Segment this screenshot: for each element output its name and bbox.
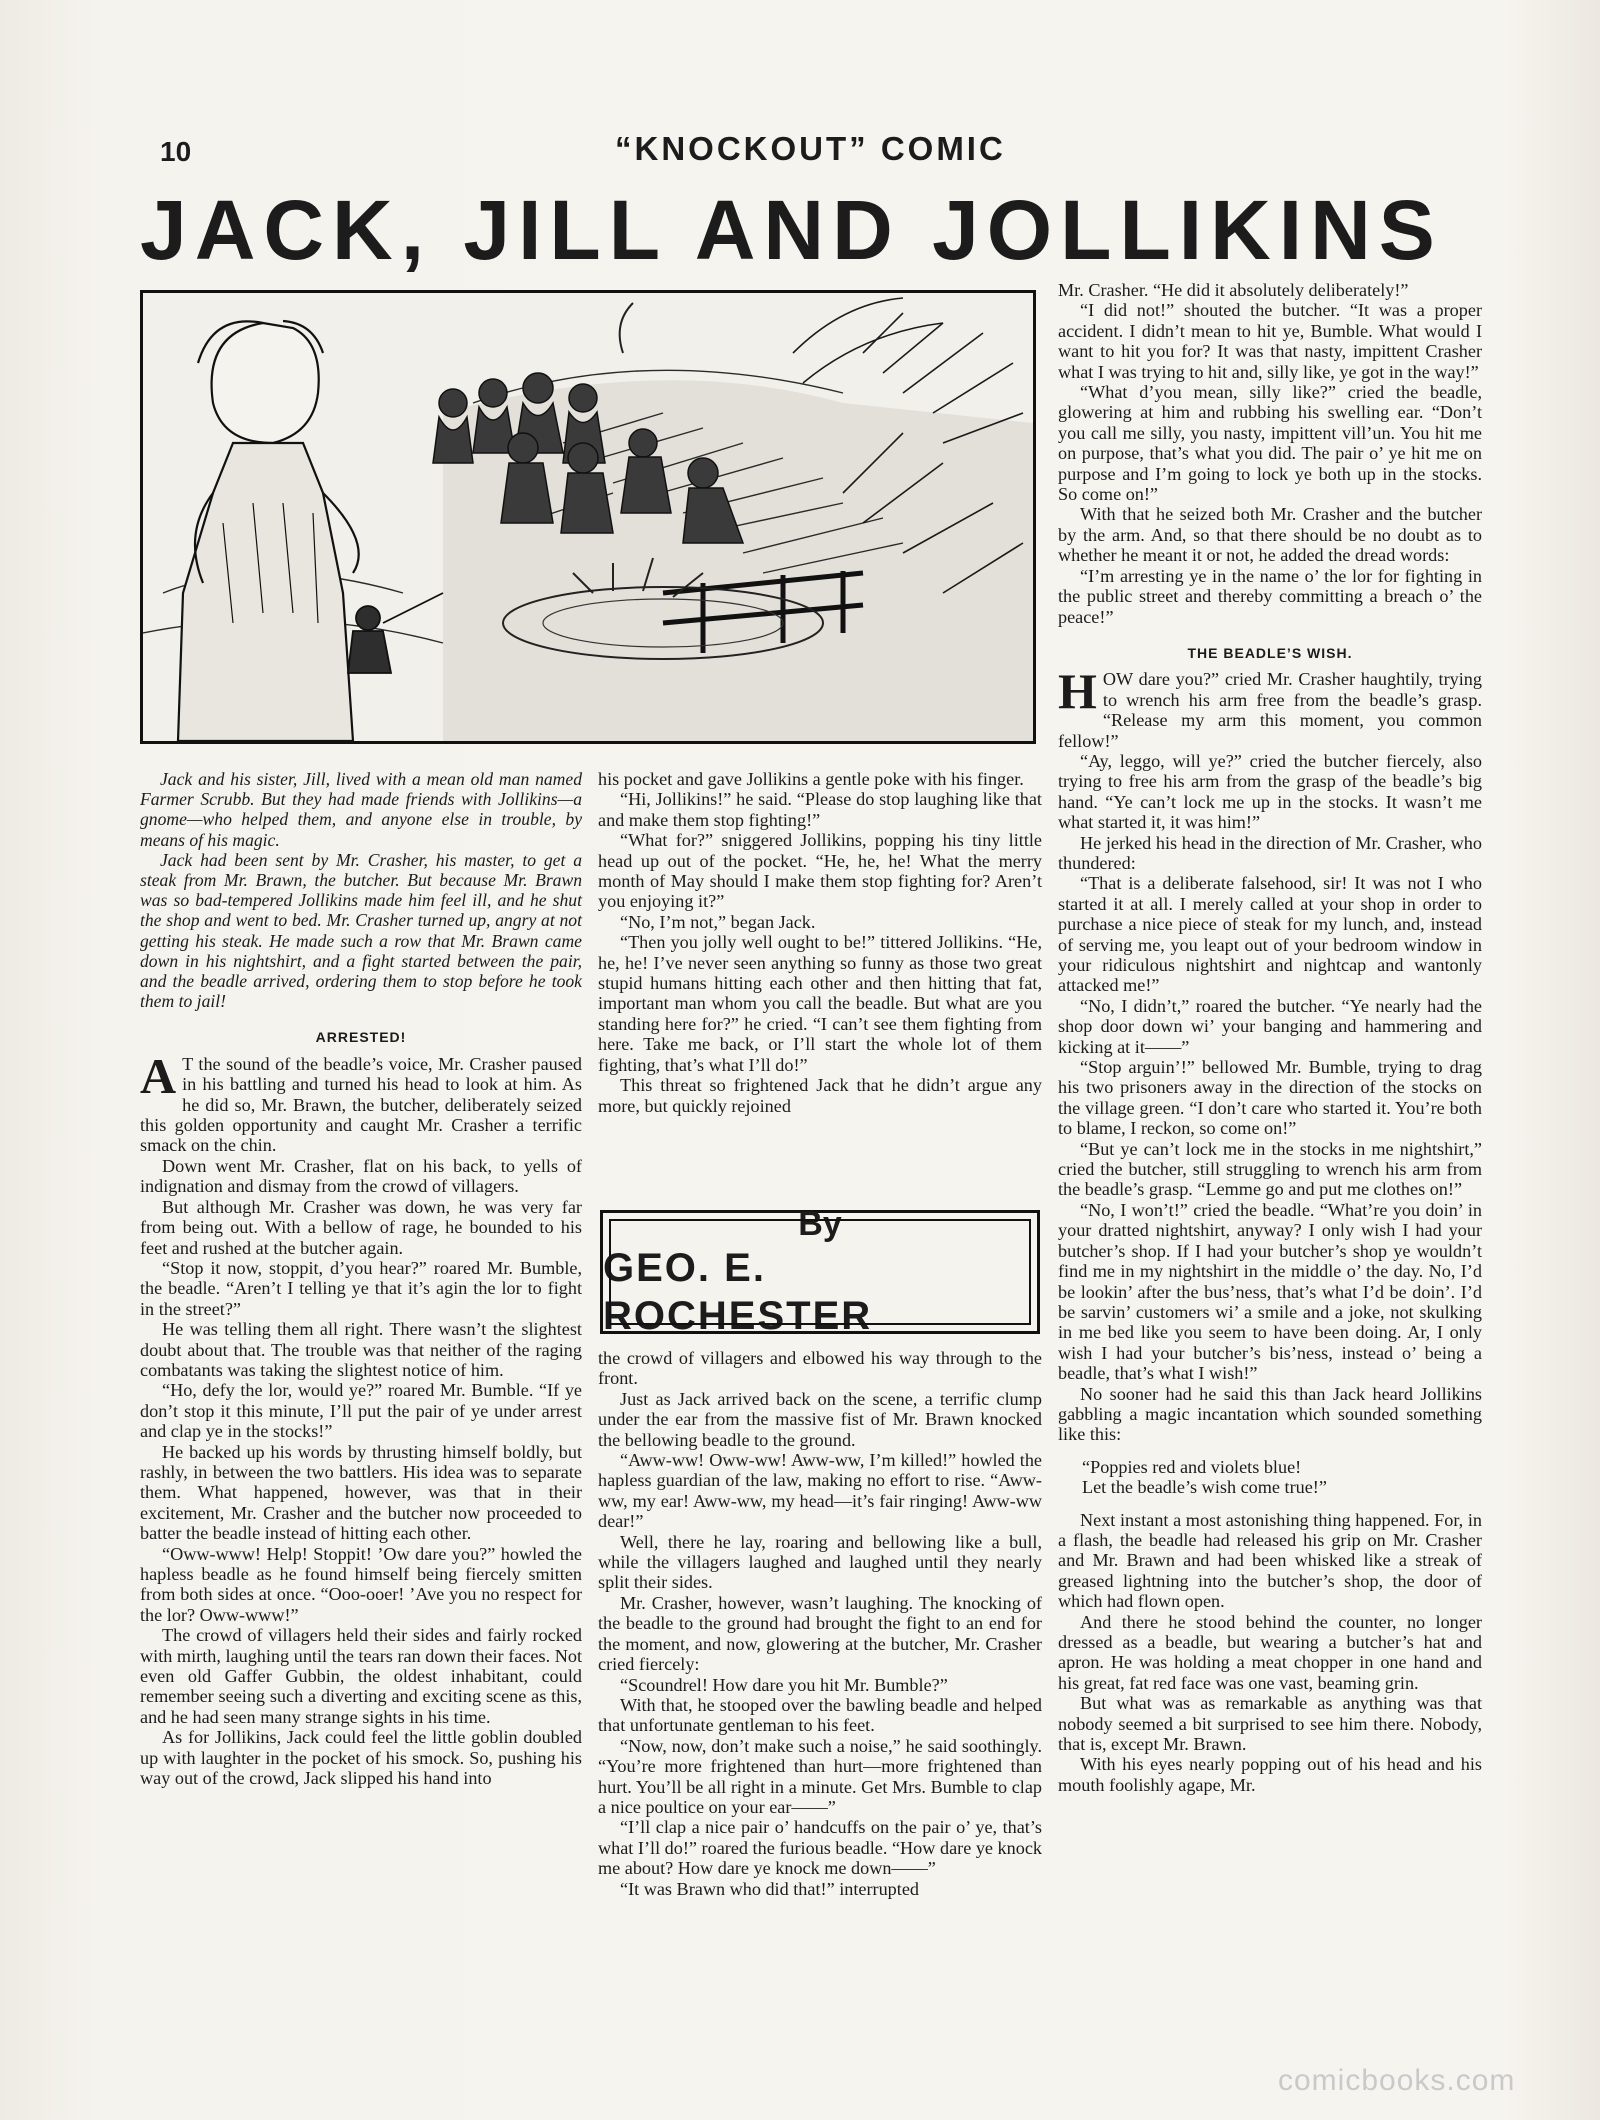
story-paragraph: As for Jollikins, Jack could feel the little goblin doubled up with laughter in the pocket of his smock. So, pushing his way out of the crowd, Jack slipped his hand into bbox=[140, 1727, 582, 1789]
story-paragraph: But although Mr. Crasher was down, he was very far from being out. With a bellow of rage, he bounded to his feet and rushed at the butcher again. bbox=[140, 1196, 582, 1258]
synopsis-paragraph: Jack had been sent by Mr. Crasher, his master, to get a steak from Mr. Brawn, the butcher. But because Mr. Brawn was so bad-tempered Jollikins made him feel ill, and he shut the shop and went to bed. Mr. Crasher turned up, angry at not getting his steak. He made such a row that Mr. Brawn came down in his nightshirt, and a fight started between the pair, and the beadle arrived, ordering them to stop before he took them to jail! bbox=[140, 849, 582, 1012]
site-watermark: comicbooks.com bbox=[1278, 2064, 1516, 2097]
story-paragraph: “What for?” sniggered Jollikins, popping his tiny little head up out of the pocket. “He, he, he! What the merry month of May should I make them stop fighting for? Aren’t you enjoying it?” bbox=[598, 830, 1042, 912]
story-paragraph: “Ho, defy the lor, would ye?” roared Mr. Bumble. “If ye don’t stop it this minute, I’ll put the pair of ye under arrest and clap ye in the stocks!” bbox=[140, 1380, 582, 1442]
section-2-opening bbox=[1058, 663, 1482, 751]
author-byline bbox=[600, 1205, 1040, 1338]
story-synopsis bbox=[140, 769, 582, 1011]
story-paragraph: He backed up his words by thrusting himself boldly, but rashly, in between the two battlers. His idea was to separate them. What happened, however, was that in their excitement, Mr. Crasher and the butcher now proceeded to batter the beadle instead of hitting each other. bbox=[140, 1441, 582, 1544]
illustration-drawing bbox=[143, 293, 1033, 741]
story-paragraph: “What d’you mean, silly like?” cried the beadle, glowering at him and rubbing his swelling ear. “Don’t you call me silly, you nasty, impittent vill’un. You hit me on purpose, that’s what you did. The pair o’ ye hit me on purpose and I’m going to lock ye both up in the stocks. So come on!” bbox=[1058, 382, 1482, 505]
story-paragraph: “Stop it now, stoppit, d’you hear?” roared Mr. Bumble, the beadle. “Aren’t I telling ye that it’s agin the lor to fight in the street?” bbox=[140, 1257, 582, 1319]
synopsis-paragraph: Jack and his sister, Jill, lived with a mean old man named Farmer Scrubb. But they had made friends with Jollikins—a gnome—who helped them, and anyone else in trouble, by means of his magic. bbox=[140, 769, 582, 850]
story-paragraph: And there he stood behind the counter, no longer dressed as a beadle, but wearing a butcher’s hat and apron. He was holding a meat chopper in one hand and his great, fat red face was one vast, beaming grin. bbox=[1058, 1611, 1482, 1693]
story-paragraph: Mr. Crasher. “He did it absolutely deliberately!” bbox=[1058, 280, 1409, 300]
story-paragraph: Next instant a most astonishing thing happened. For, in a flash, the beadle had released his grip on Mr. Crasher and Mr. Brawn and had been whisked like a streak of greased lightning into the butcher’s shop, the door of which had flown open. bbox=[1058, 1509, 1482, 1612]
story-paragraph: “Oww-www! Help! Stoppit! ’Ow dare you?” howled the hapless beadle as he found himself being fiercely smitten from both sides at once. “Ooo-ooer! ’Ave you no respect for the lor? Oww-www!” bbox=[140, 1543, 582, 1625]
story-paragraph: his pocket and gave Jollikins a gentle poke with his finger. bbox=[598, 769, 1024, 789]
story-paragraph: “Stop arguin’!” bellowed Mr. Bumble, trying to drag his two prisoners away in the direction of the stocks on the village green. “I don’t care who started it. You’re both to blame, I reckon, so come on!” bbox=[1058, 1057, 1482, 1139]
story-paragraph: “Then you jolly well ought to be!” tittered Jollikins. “He, he, he! I’ve never seen anything so funny as those two great stupid humans hitting each other and then hitting that fat, important man whom you call the beadle. But what are you standing here for?” he cried. “I can’t see them fighting from here. Take me back, or I’ll start the whole lot of them fighting, that’s what I’ll do!” bbox=[598, 932, 1042, 1075]
story-paragraph: “I’ll clap a nice pair o’ handcuffs on the pair o’ ye, that’s what I’ll do!” roared the furious beadle. “How dare ye knock me about? How dare ye knock me down——” bbox=[598, 1817, 1042, 1879]
drop-cap: A bbox=[140, 1047, 177, 1104]
column-2-bottom bbox=[598, 1348, 1042, 1899]
section-heading-beadles-wish: THE BEADLE’S WISH. bbox=[1187, 644, 1353, 661]
story-paragraph: “No, I’m not,” began Jack. bbox=[620, 911, 816, 932]
opening-text: T the sound of the beadle’s voice, Mr. Crasher paused in his battling and turned his head to look at him. As he did so, Mr. Brawn, the butcher, deliberately seized this golden opportunity and caught Mr. Crasher a terrific smack on the chin. bbox=[140, 1053, 582, 1156]
incantation-verse bbox=[1082, 1457, 1482, 1498]
verse-line: Let the beadle’s wish come true!” bbox=[1082, 1477, 1327, 1498]
story-paragraph: With his eyes nearly popping out of his head and his mouth foolishly agape, Mr. bbox=[1058, 1754, 1482, 1795]
section-heading-arrested: ARRESTED! bbox=[315, 1029, 407, 1046]
story-paragraph: “It was Brawn who did that!” interrupted bbox=[620, 1878, 919, 1899]
story-paragraph: This threat so frightened Jack that he didn’t argue any more, but quickly rejoined bbox=[598, 1075, 1042, 1116]
story-paragraph: “No, I didn’t,” roared the butcher. “Ye nearly had the shop door down wi’ your banging and hammering and kicking at it——” bbox=[1058, 995, 1482, 1057]
story-paragraph: But what was as remarkable as anything was that nobody seemed a bit surprised to see him there. Nobody, that is, except Mr. Brawn. bbox=[1058, 1693, 1482, 1755]
section-1-opening bbox=[140, 1047, 582, 1156]
verse-line: “Poppies red and violets blue! bbox=[1082, 1456, 1302, 1477]
column-2-top bbox=[598, 769, 1042, 1116]
running-head: “KNOCKOUT” COMIC bbox=[615, 130, 1006, 167]
story-paragraph: “Ay, leggo, will ye?” cried the butcher fiercely, also trying to free his arm from the grasp of the beadle’s big hand. “Ye can’t lock me up in the stocks. It wasn’t me what started it, it was him!” bbox=[1058, 750, 1482, 833]
story-paragraph: “No, I won’t!” cried the beadle. “What’re you doin’ in your dratted nightshirt, anyway? I only wish I had your butcher’s shop. If I had your butcher’s shop ye wouldn’t find me in my nightshirt in the middle o’ the day. No, I’d be lookin’ after the bus’ness, that’s what I’d be doin’. I’d be sarvin’ customers wi’ a smile and a joke, not skulking in me bed like you seem to have been doing. Ar, I only wish I had your butcher’s bis’ness, instead o’ being a beadle, that’s what I wish!” bbox=[1058, 1199, 1482, 1384]
column-1 bbox=[140, 769, 582, 1788]
page-header bbox=[160, 128, 1010, 176]
story-paragraph: “That is a deliberate falsehood, sir! It was not I who started it at all. I merely called at your shop in order to purchase a nice piece of steak for my lunch, and, instead of serving me, you leapt out of your bedroom window in your ridiculous nightshirt and nightcap and wantonly attacked me!” bbox=[1058, 873, 1482, 996]
story-paragraph: “I did not!” shouted the butcher. “It was a proper accident. I didn’t mean to hit ye, Bumble. What would I want to hit you for? It was that nasty, impittent Crasher what I was trying to hit and, silly like, ye got in the way!” bbox=[1058, 300, 1482, 382]
story-paragraph: With that, he stooped over the bawling beadle and helped that unfortunate gentleman to his feet. bbox=[598, 1694, 1042, 1736]
story-paragraph: “But ye can’t lock me in the stocks in me nightshirt,” cried the butcher, still struggling to wrench his arm from the beadle’s grasp. “Lemme go and put me clothes on!” bbox=[1058, 1138, 1482, 1200]
story-paragraph: “Aww-ww! Oww-ww! Aww-ww, I’m killed!” howled the hapless guardian of the law, making no effort to rise. “Aww-ww, my ear! Aww-ww, my head—it’s fair ringing! Aww-ww dear!” bbox=[598, 1450, 1042, 1532]
byline-author: GEO. E. ROCHESTER bbox=[603, 1246, 873, 1338]
story-paragraph: the crowd of villagers and elbowed his way through to the front. bbox=[598, 1348, 1042, 1389]
story-paragraph: He jerked his head in the direction of Mr. Crasher, who thundered: bbox=[1058, 832, 1482, 873]
column-3 bbox=[1058, 280, 1482, 1795]
story-paragraph: No sooner had he said this than Jack heard Jollikins gabbling a magic incantation which sounded something like this: bbox=[1058, 1383, 1482, 1445]
drop-cap: H bbox=[1058, 663, 1097, 720]
story-paragraph: Well, there he lay, roaring and bellowing like a bull, while the villagers laughed and laughed until they nearly split their sides. bbox=[598, 1531, 1042, 1593]
story-illustration bbox=[140, 290, 1036, 744]
page-number: 10 bbox=[160, 136, 192, 167]
opening-text: OW dare you?” cried Mr. Crasher haughtily, trying to wrench his arm free from the beadle’s grasp. “Release my arm this moment, you common fellow!” bbox=[1058, 669, 1482, 751]
story-paragraph: “Scoundrel! How dare you hit Mr. Bumble?” bbox=[620, 1674, 948, 1695]
story-paragraph: “Hi, Jollikins!” he said. “Please do stop laughing like that and make them stop fighting!” bbox=[598, 789, 1042, 830]
story-paragraph: “I’m arresting ye in the name o’ the lor for fighting in the public street and thereby committing a breach o’ the peace!” bbox=[1058, 565, 1482, 627]
story-paragraph: He was telling them all right. There wasn’t the slightest doubt about that. The trouble was that neither of the raging combatants was taking the slightest notice of him. bbox=[140, 1319, 582, 1380]
story-paragraph: Down went Mr. Crasher, flat on his back, to yells of indignation and dismay from the crowd of villagers. bbox=[140, 1155, 582, 1197]
story-title: JACK, JILL AND JOLLIKINS bbox=[140, 183, 1443, 277]
story-paragraph: “Now, now, don’t make such a noise,” he said soothingly. “You’re more frightened than hurt—more frightened than hurt. You’ll be all right in a minute. Get Mrs. Bumble to clap a nice poultice on your ear——” bbox=[598, 1735, 1042, 1817]
story-paragraph: The crowd of villagers held their sides and fairly rocked with mirth, laughing until the tears ran down their faces. Not even old Gaffer Gubbin, the oldest inhabitant, could remember seeing such a diverting and exciting scene as this, and he had seen many strange sights in his time. bbox=[140, 1625, 582, 1727]
story-paragraph: With that he seized both Mr. Crasher and the butcher by the arm. And, so that there should be no doubt as to whether he meant it or not, he added the dread words: bbox=[1058, 504, 1482, 566]
byline-label: By bbox=[798, 1205, 842, 1243]
story-paragraph: Mr. Crasher, however, wasn’t laughing. The knocking of the beadle to the ground had brought the fight to an end for the moment, and now, glowering at the butcher, Mr. Crasher cried fiercely: bbox=[598, 1592, 1042, 1675]
story-paragraph: Just as Jack arrived back on the scene, a terrific clump under the ear from the massive fist of Mr. Brawn knocked the bellowing beadle to the ground. bbox=[598, 1388, 1042, 1450]
